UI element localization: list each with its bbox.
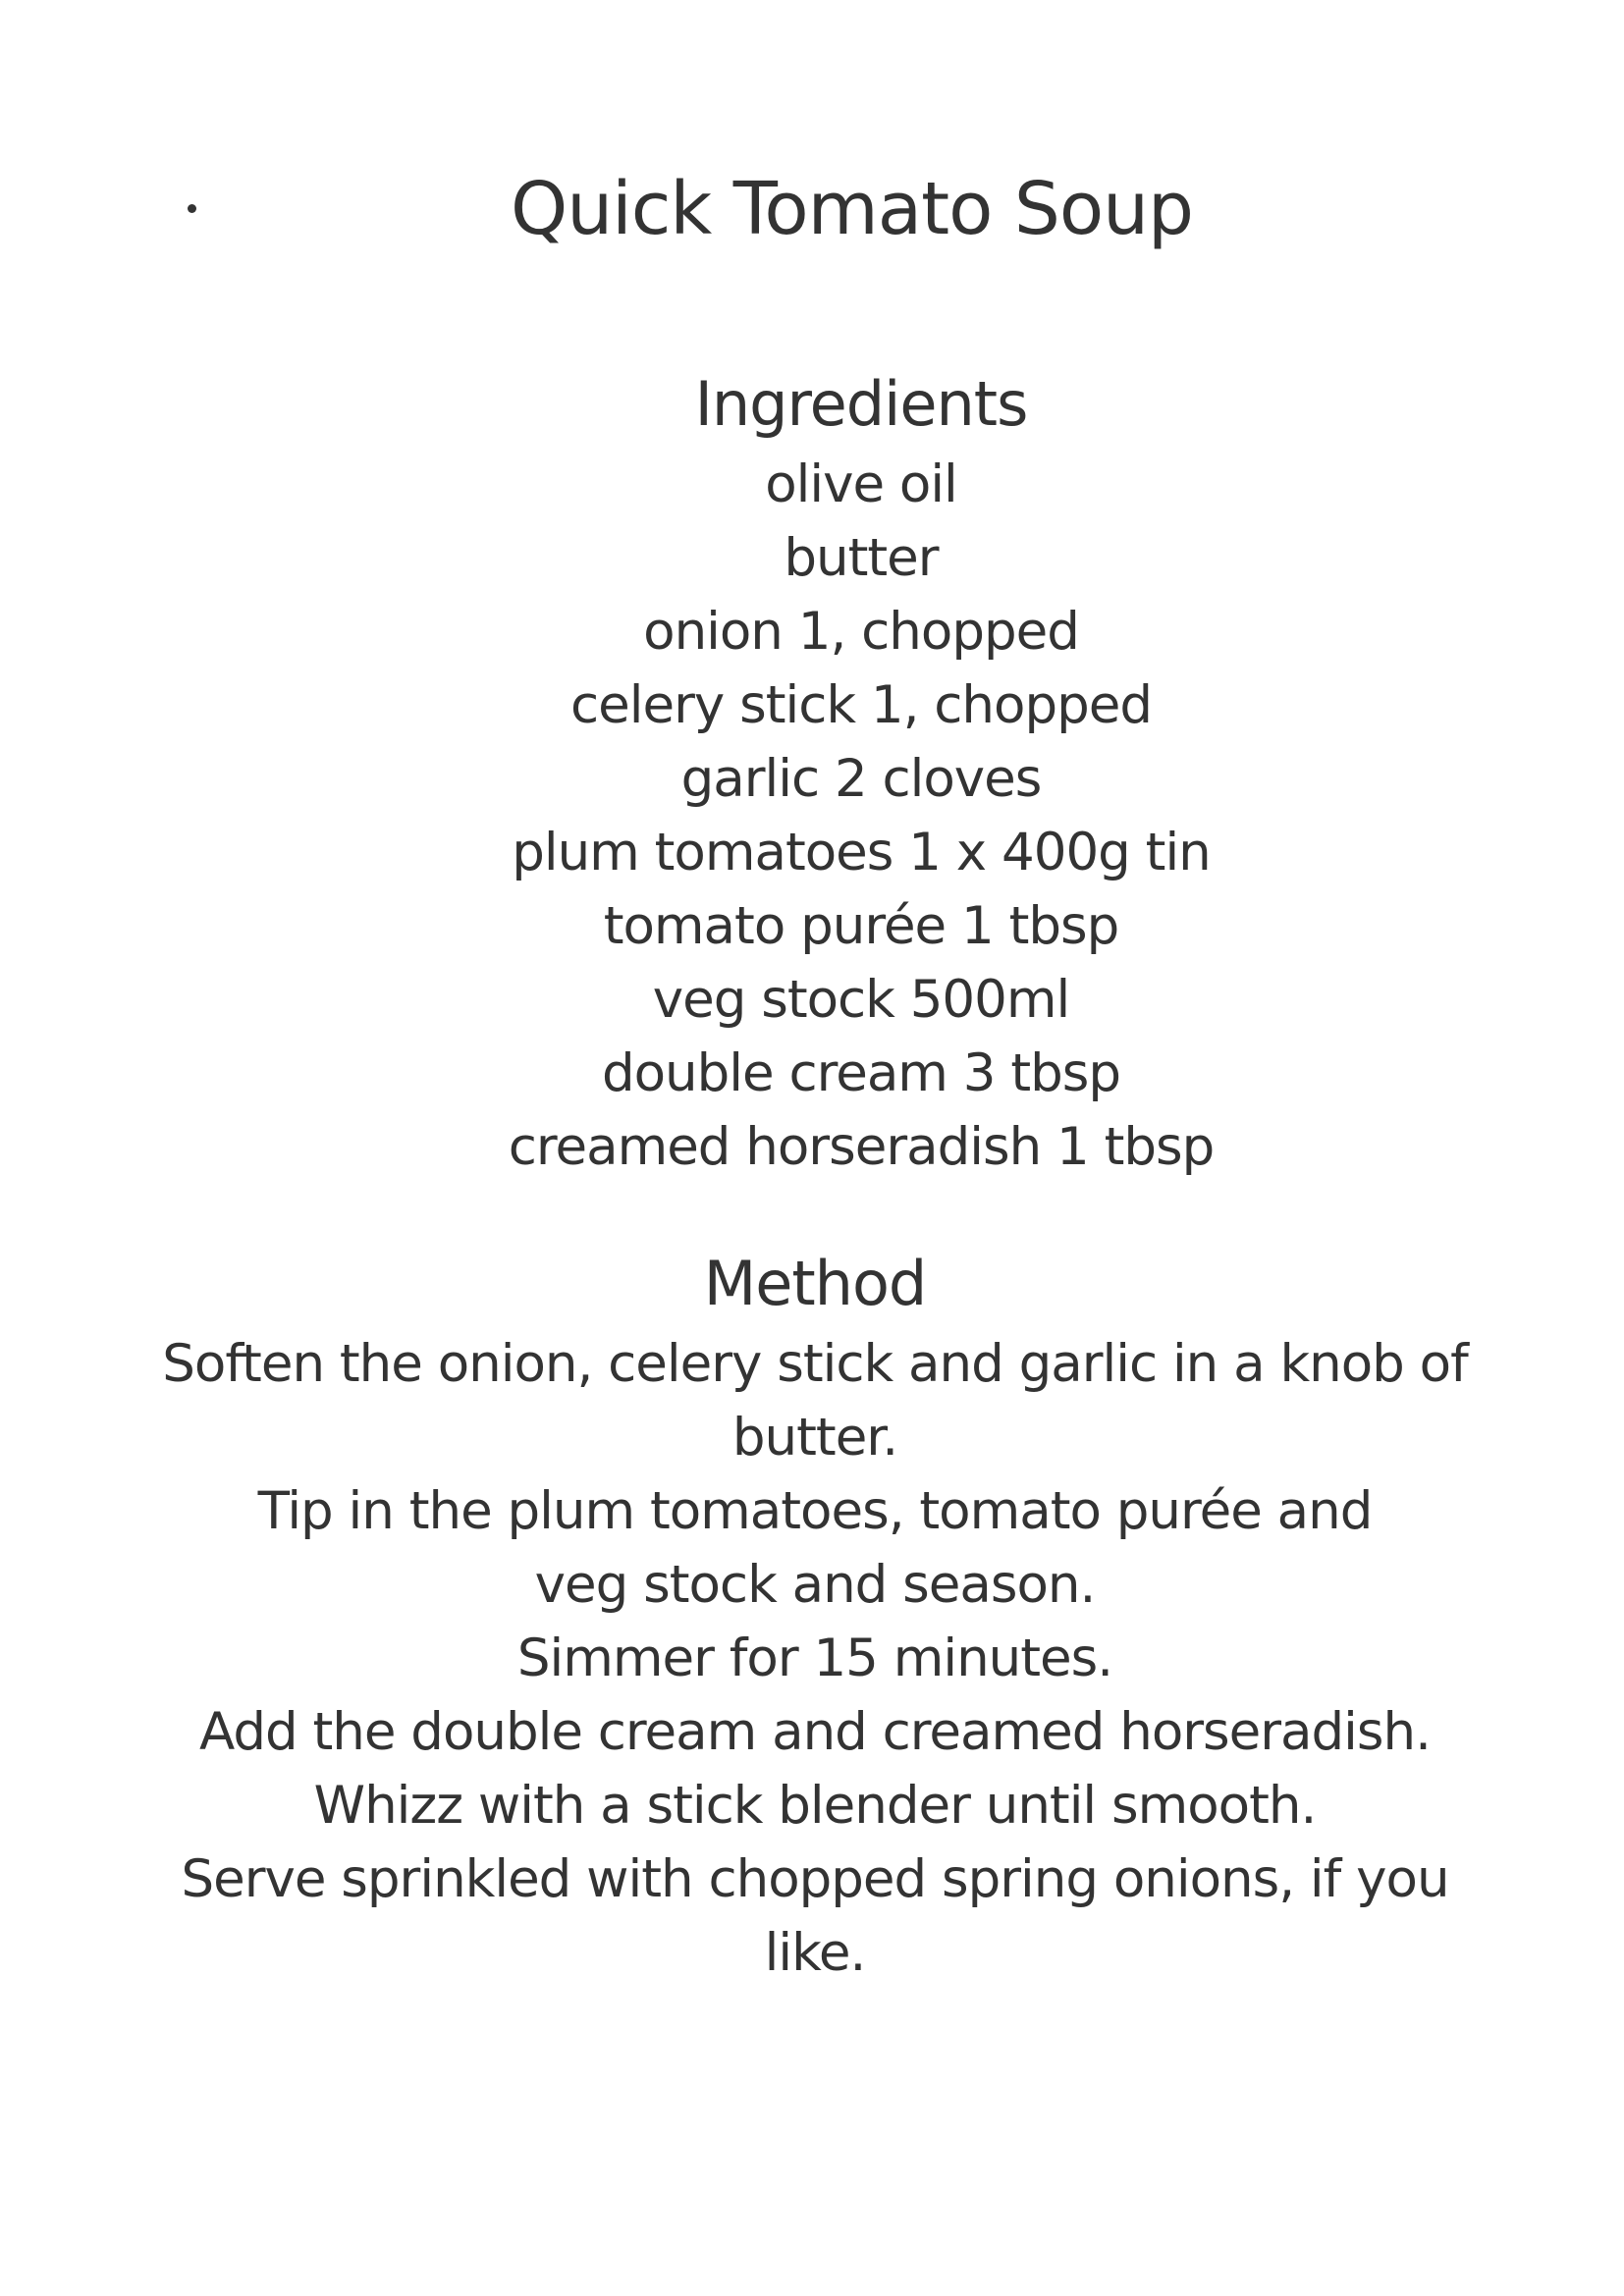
ingredient-item: garlic 2 cloves [680,749,1042,809]
method-step: Soften the onion, celery stick and garlic in a knob of butter. [162,1334,1468,1468]
recipe-title: Quick Tomato Soup [511,167,1194,251]
method-heading: Method [703,1248,927,1319]
method-step: Serve sprinkled with chopped spring onions, if you like. [181,1849,1449,1983]
method-step: Add the double cream and creamed horseradish. [199,1702,1431,1762]
method-section [118,1241,1512,1990]
ingredient-item: celery stick 1, chopped [570,675,1152,735]
ingredients-heading: Ingredients [694,368,1028,440]
ingredients-list [468,448,1254,1184]
ingredient-item: plum tomatoes 1 x 400g tin [512,823,1211,882]
method-step: Simmer for 15 minutes. [516,1629,1113,1688]
method-step: Whizz with a stick blender until smooth. [313,1776,1317,1836]
ingredients-section [468,361,1254,1184]
ingredient-item: double cream 3 tbsp [601,1043,1121,1103]
bullet-dot [188,204,196,213]
ingredient-item: olive oil [765,454,957,514]
ingredient-item: onion 1, chopped [643,602,1079,662]
ingredient-item: creamed horseradish 1 tbsp [508,1117,1215,1177]
ingredient-item: butter [784,528,939,588]
ingredient-item: veg stock 500ml [652,970,1070,1030]
ingredient-item: tomato purée 1 tbsp [603,896,1119,956]
method-step: Tip in the plum tomatoes, tomato purée and veg stock and season. [257,1481,1373,1615]
